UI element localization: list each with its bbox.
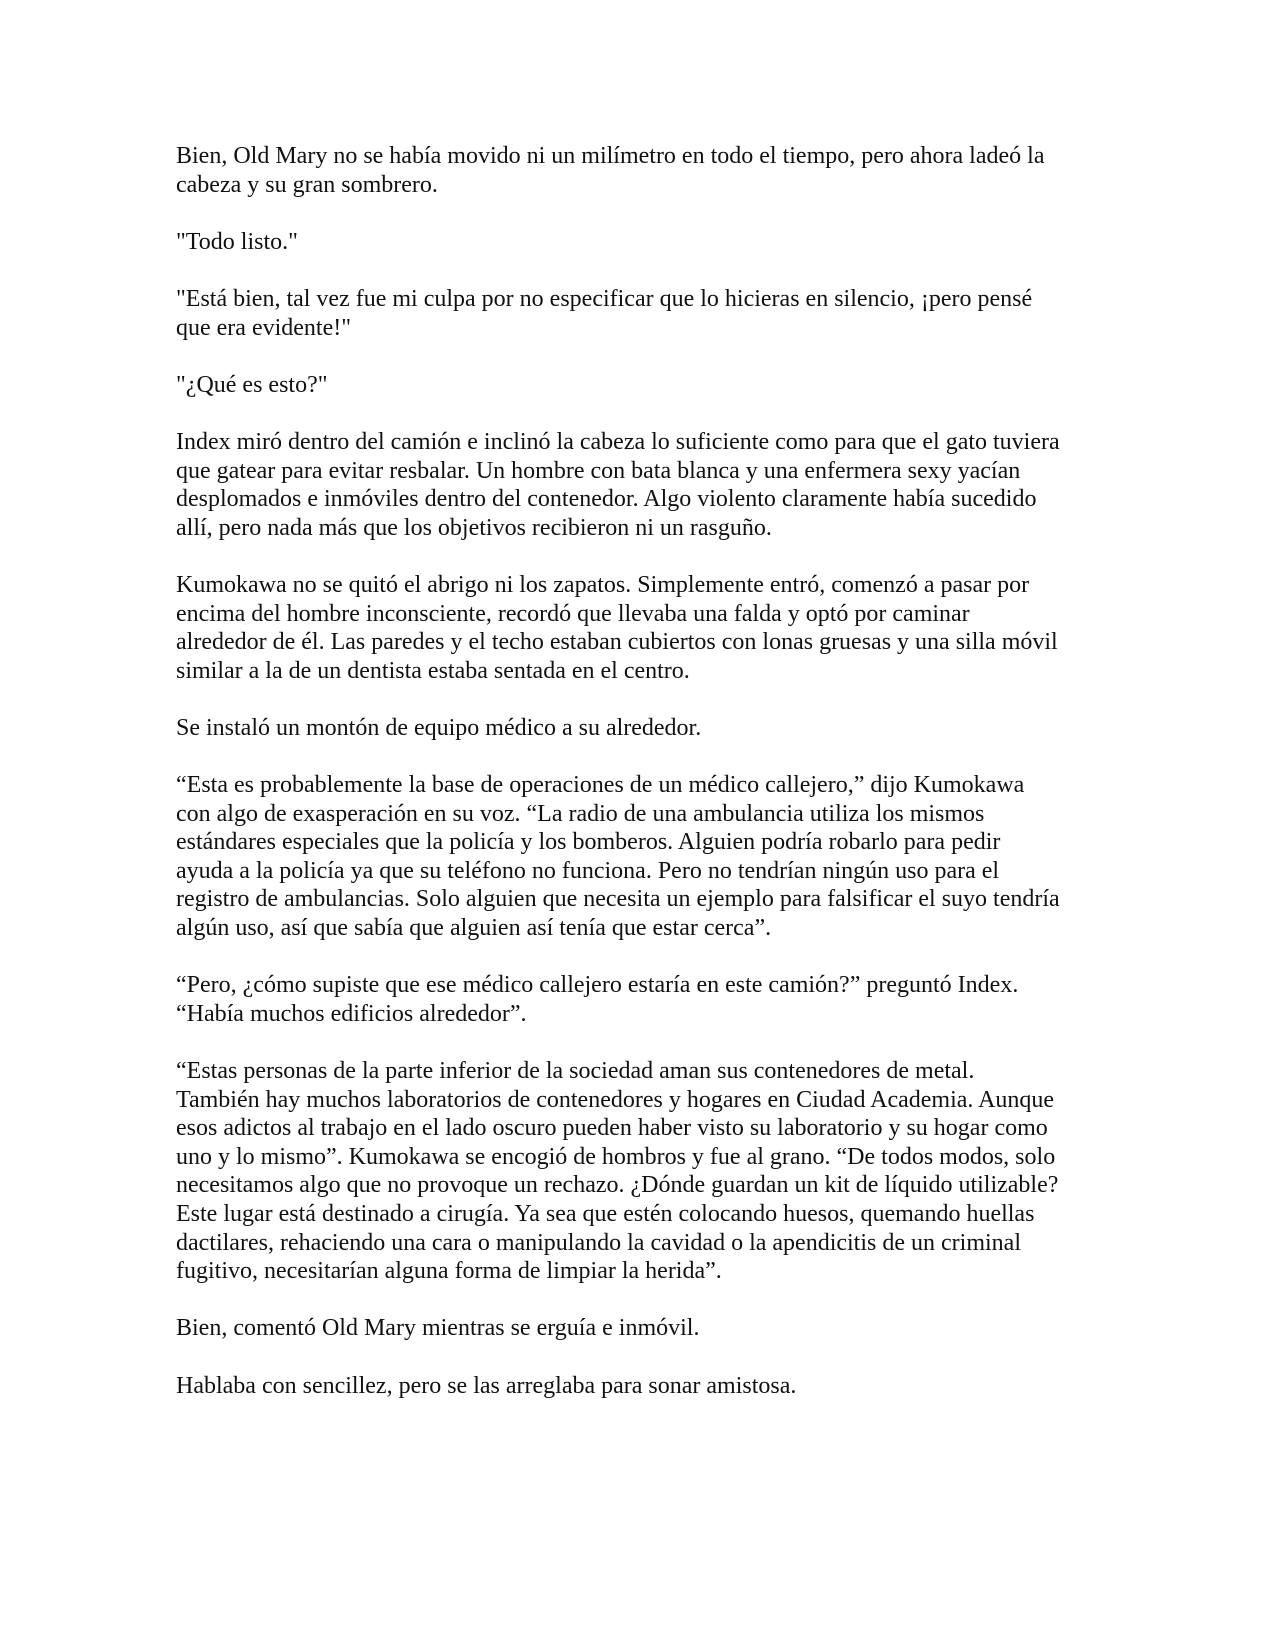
paragraph-5 bbox=[176, 428, 1106, 542]
text-line: “Estas personas de la parte inferior de la sociedad aman sus contenedores de metal. bbox=[176, 1058, 975, 1084]
text-line: fugitivo, necesitarían alguna forma de limpiar la herida”. bbox=[176, 1258, 722, 1285]
text-line: registro de ambulancias. Solo alguien que necesita un ejemplo para falsificar el suyo tendría bbox=[176, 886, 1060, 913]
text-line: Bien, comentó Old Mary mientras se erguía e inmóvil. bbox=[176, 1315, 700, 1342]
text-line: “Había muchos edificios alrededor”. bbox=[176, 1000, 527, 1027]
text-line: También hay muchos laboratorios de contenedores y hogares en Ciudad Academia. Aunque bbox=[176, 1086, 1055, 1113]
text-line: ayuda a la policía ya que su teléfono no funciona. Pero no tendrían ningún uso para el bbox=[176, 857, 1000, 884]
text-line: "¿Qué es esto?" bbox=[176, 371, 328, 398]
text-line: Index miró dentro del camión e inclinó la cabeza lo suficiente como para que el gato tuviera bbox=[176, 428, 1060, 455]
paragraph-11 bbox=[176, 1314, 1106, 1343]
text-line: con algo de exasperación en su voz. “La radio de una ambulancia utiliza los mismos bbox=[176, 800, 985, 827]
text-line: necesitamos algo que no provoque un rechazo. ¿Dónde guardan un kit de líquido utilizable? bbox=[176, 1172, 1059, 1199]
text-line: estándares especiales que la policía y los bomberos. Alguien podría robarlo para pedir bbox=[176, 829, 1001, 856]
text-line: “Pero, ¿cómo supiste que ese médico callejero estaría en este camión?” preguntó Index. bbox=[176, 972, 1019, 999]
text-line: "Está bien, tal vez fue mi culpa por no especificar que lo hicieras en silencio, ¡pero pensé bbox=[176, 285, 1033, 312]
text-line: cabeza y su gran sombrero. bbox=[176, 171, 438, 198]
paragraph-8 bbox=[176, 771, 1106, 943]
document-body bbox=[176, 142, 1106, 1429]
paragraph-12 bbox=[176, 1372, 1106, 1401]
paragraph-4 bbox=[176, 371, 1106, 400]
text-line: algún uso, así que sabía que alguien así tenía que estar cerca”. bbox=[176, 915, 772, 942]
text-line: Kumokawa no se quitó el abrigo ni los zapatos. Simplemente entró, comenzó a pasar por bbox=[176, 571, 1030, 598]
text-line: esos adictos al trabajo en el lado oscuro pueden haber visto su laboratorio y su hogar como bbox=[176, 1115, 1048, 1142]
text-line: similar a la de un dentista estaba sentada en el centro. bbox=[176, 657, 690, 684]
paragraph-9 bbox=[176, 971, 1106, 1028]
paragraph-7 bbox=[176, 714, 1106, 743]
paragraph-10 bbox=[176, 1057, 1106, 1286]
text-line: dactilares, rehaciendo una cara o manipulando la cavidad o la apendicitis de un criminal bbox=[176, 1229, 1021, 1256]
text-line: "Todo listo." bbox=[176, 228, 298, 255]
text-line: Hablaba con sencillez, pero se las arreglaba para sonar amistosa. bbox=[176, 1372, 797, 1399]
paragraph-6 bbox=[176, 571, 1106, 685]
text-line: Este lugar está destinado a cirugía. Ya sea que estén colocando huesos, quemando huellas bbox=[176, 1200, 1035, 1227]
text-line: desplomados e inmóviles dentro del contenedor. Algo violento claramente había sucedido bbox=[176, 486, 1037, 513]
text-line: que era evidente!" bbox=[176, 314, 352, 341]
paragraph-3 bbox=[176, 285, 1106, 342]
text-line: Bien, Old Mary no se había movido ni un milímetro en todo el tiempo, pero ahora ladeó la bbox=[176, 143, 1045, 169]
text-line: alrededor de él. Las paredes y el techo estaban cubiertos con lonas gruesas y una silla móvil bbox=[176, 629, 1058, 656]
paragraph-2 bbox=[176, 228, 1106, 257]
text-line: Se instaló un montón de equipo médico a su alrededor. bbox=[176, 714, 702, 741]
text-line: uno y lo mismo”. Kumokawa se encogió de hombros y fue al grano. “De todos modos, solo bbox=[176, 1143, 1056, 1170]
paragraph-1 bbox=[176, 142, 1106, 199]
text-line: “Esta es probablemente la base de operaciones de un médico callejero,” dijo Kumokawa bbox=[176, 772, 1025, 799]
text-line: que gatear para evitar resbalar. Un hombre con bata blanca y una enfermera sexy yacían bbox=[176, 457, 1021, 484]
text-line: encima del hombre inconsciente, recordó que llevaba una falda y optó por caminar bbox=[176, 600, 970, 627]
text-line: allí, pero nada más que los objetivos recibieron ni un rasguño. bbox=[176, 514, 772, 541]
